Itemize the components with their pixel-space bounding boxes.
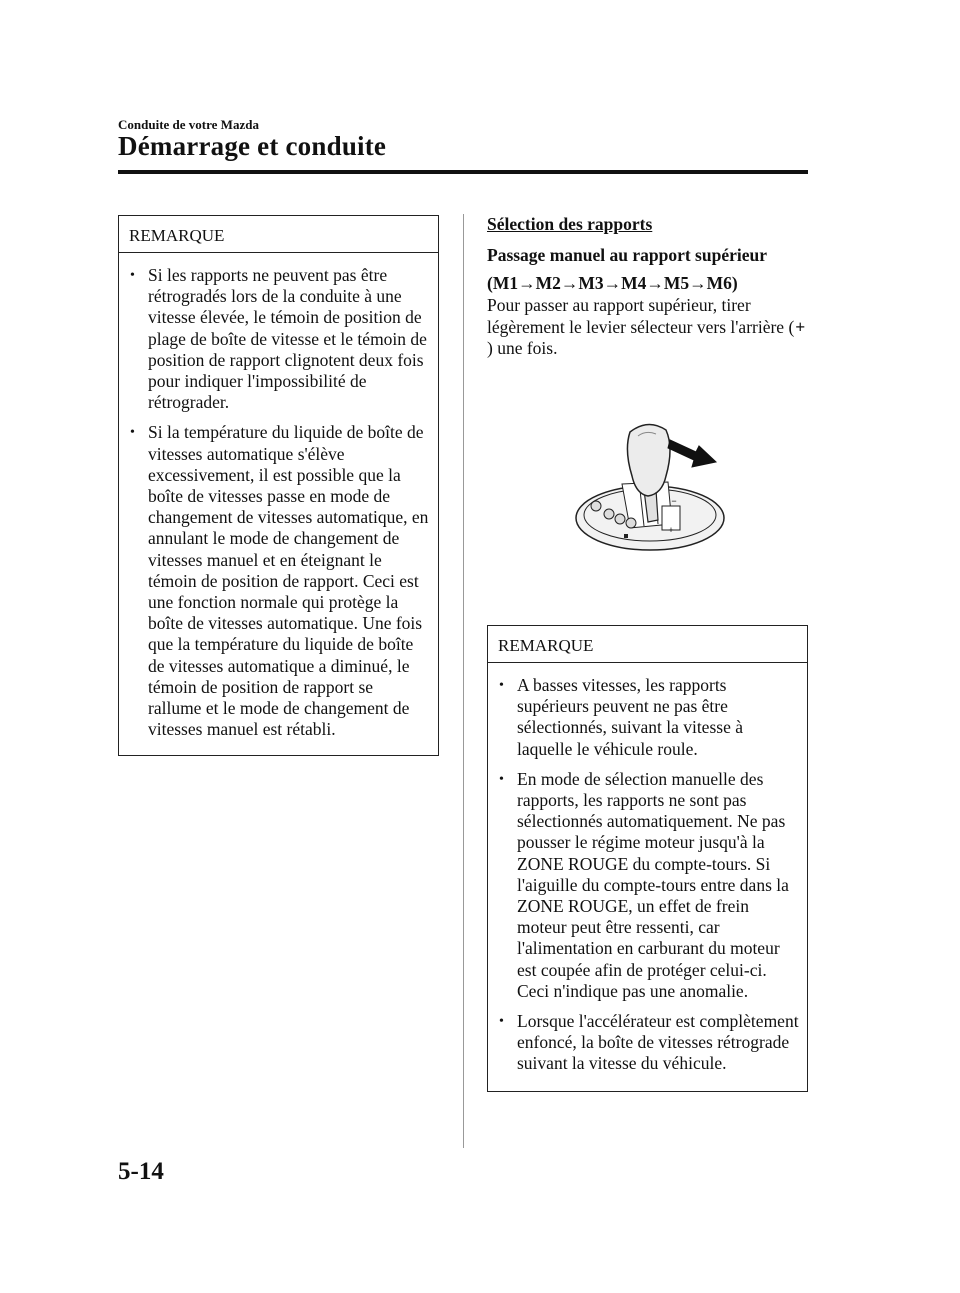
bullet-icon: • xyxy=(130,268,135,283)
bullet-icon: • xyxy=(499,678,504,693)
note-item xyxy=(119,265,430,413)
gear-shifter-illustration xyxy=(570,418,730,558)
note-list xyxy=(488,663,807,1085)
note-heading: REMARQUE xyxy=(119,216,438,253)
note-item-text: Lorsque l'accélérateur est complètement enfoncé, la boîte de vitesses rétrograde suivant la vitesse du véhicule. xyxy=(517,1011,799,1074)
note-box-right xyxy=(487,625,808,1092)
bullet-icon: • xyxy=(130,425,135,441)
section-label: Conduite de votre Mazda xyxy=(118,117,259,132)
gate-minus-label: − xyxy=(671,496,677,506)
bullet-icon: • xyxy=(499,771,504,787)
direction-arrow-icon xyxy=(668,440,716,467)
instruction-text-end: ) une fois. xyxy=(487,338,558,358)
page-number: 5-14 xyxy=(118,1158,164,1185)
step-title: Passage manuel au rapport supérieur xyxy=(487,245,767,265)
note-item xyxy=(488,769,799,1002)
column-divider xyxy=(463,214,464,1148)
section-subheading: Sélection des rapports xyxy=(487,214,653,234)
note-box-left xyxy=(118,215,439,756)
title-rule xyxy=(118,170,808,174)
note-item xyxy=(488,675,799,760)
note-item-text: A basses vitesses, les rapports supérieurs peuvent ne pas être sélectionnés, suivant la vitesse à laquelle le véhicule roule. xyxy=(517,675,743,759)
instruction-text-start: Pour passer au rapport supérieur, tirer légèrement le levier sélecteur vers l'arrière ( xyxy=(487,295,795,337)
plus-icon: + xyxy=(795,316,806,337)
note-list xyxy=(119,253,438,750)
gear-sequence: (M1→M2→M3→M4→M5→M6) xyxy=(487,273,738,293)
note-item-text: Si la température du liquide de boîte de vitesses automatique s'élève excessivement, il est possible que la boîte de vitesses passe en mode de changement de vitesses automatique, en annulant le mode de changement de vitesses manuel et en éteignant le témoin de position de rapport. Ceci est une fonction normale qui protège la boîte de vitesses automatique. Une fois que la température du liquide de boîte de vitesses automatique a diminué, le témoin de position de rapport se rallume et le mode de changement de vitesses manuel est rétabli. xyxy=(148,422,429,740)
chapter-title: Démarrage et conduite xyxy=(118,131,387,161)
note-item-text: Si les rapports ne peuvent pas être rétrogradés lors de la conduite à une vitesse élevée, le témoin de position de plage de boîte de vitesse et le témoin de position de rapport clignotent deux fois pour indiquer l'impossibilité de rétrograder. xyxy=(148,265,427,413)
instruction-text xyxy=(487,295,812,360)
gate-plus-label: + xyxy=(668,525,674,535)
bullet-icon: • xyxy=(499,1014,504,1030)
note-heading: REMARQUE xyxy=(488,626,807,663)
note-item xyxy=(119,422,430,740)
note-item xyxy=(488,1011,799,1075)
note-item-text: En mode de sélection manuelle des rapports, les rapports ne sont pas sélectionnés automatiquement. Ne pas pousser le régime moteur jusqu'à la ZONE ROUGE du compte-tours. Si l'aiguille du compte-tours entre dans la ZONE ROUGE, un effet de frein moteur peut être ressenti, car l'alimentation en carburant du moteur est coupée afin de protéger celui-ci. Ceci n'indique pas une anomalie. xyxy=(517,768,789,1001)
